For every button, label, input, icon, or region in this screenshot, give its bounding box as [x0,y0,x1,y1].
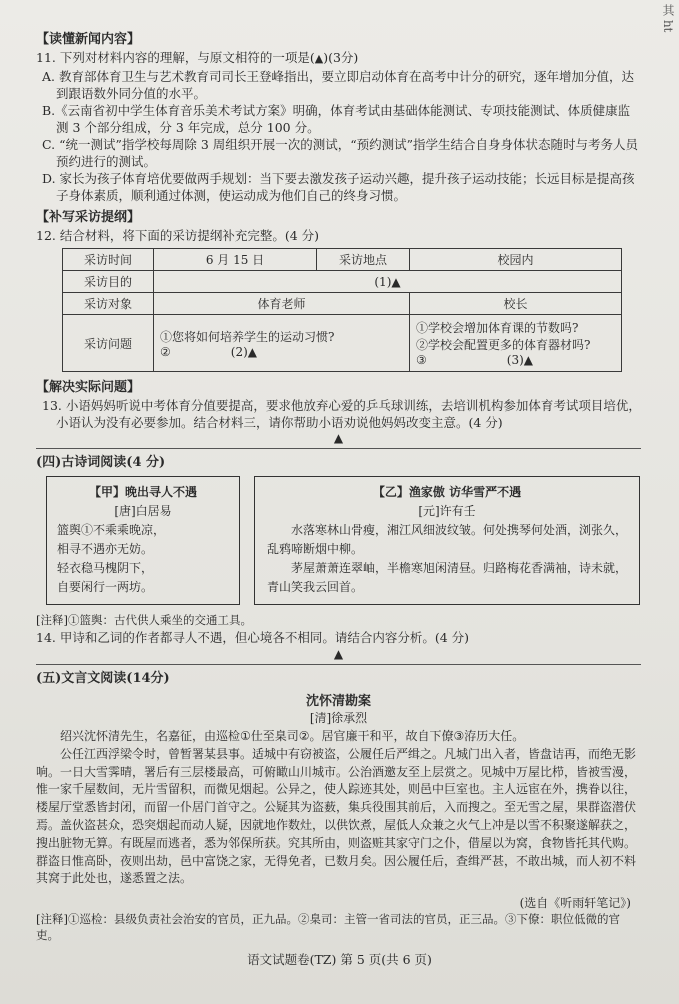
poem-note: [注释]①篮舆：古代供人乘坐的交通工具。 [36,613,252,627]
table-row [63,315,622,372]
question-11-option-d: D. 家长为孩子体育培优要做两手规划：当下要去激发孩子运动兴趣，提升孩子运动技能；长远目标是提高孩子身体素质，顺利通过体测，使运动成为他们自己的终身习惯。 [42,171,635,203]
classical-paragraph: 公任江西浮梁令时，曾暂署某县事。适城中有窃被盗，公履任后严缉之。凡城门出入者，皆盘诘再，而绝无影响。一日大雪霁晴，署后有三层楼最高，可俯瞰山川城市。公治酒邀友至上层赏之。见城中万屋比栉，皆被雪漫，惟一家千屋数间，无片雪留积，而微见烟起。公异之，使人踪迹其处，则邑中巨室也。主人远宦在外，携眷以往，楼屋厅堂悉皆封闭，而留一仆居门首守之。公疑其为盗薮，集兵役围其前后，入而搜之。至无雪之屋，果群盗潜伏焉。盖伙盗甚众，恐突烟起而动人疑，因就地作数灶，以供饮煮，屋低人众兼之火气上冲是以雪不积聚遂解获之，搜出脏物无算。有既屋而逃者，悉为邻保所获。究其所由，则盗赃其家守门之仆，借屋以为窝，食物皆托其代购。群盗日惟高卧，夜则出劫，邑中富饶之家，无得免者，已数月矣。因公履任后，查缉严甚，不敢出城，而人初不料其窝于此处也，遂悉置之法。 [36,746,637,886]
cell-target-label: 采访对象 [63,293,154,315]
poem-line: 篮舆①不乘乘晚凉， [57,523,166,537]
poem-b-box [254,476,640,605]
question-12-stem: 12. 结合材料，将下面的采访提纲补充完整。(4 分) [36,228,320,243]
poem-line: 相寻不遇亦无妨。 [57,542,154,556]
cell-target-b: 校长 [410,293,622,315]
answer-triangle: ▲ [333,647,344,661]
cell-place-label: 采访地点 [317,249,410,271]
section-supplement: 【补写采访提纲】 [36,210,141,225]
poem-b-author: [元]许有壬 [418,504,476,518]
section-reading-news: 【读懂新闻内容】 [36,32,141,47]
cell-purpose-label: 采访目的 [63,271,154,293]
table-row [63,271,622,293]
question-11-option-b: B.《云南省初中学生体育音乐美术考试方案》明确，体育考试由基础体能测试、专项技能测试、体质健康监测 3 个部分组成，分 3 年完成，总分 100 分。 [42,103,631,135]
question-13-stem: 13. 小语妈妈听说中考体育分值要提高，要求他放弃心爱的乒乓球训练，去培训机构参加体育考试项目培优，小语认为没有必要参加。结合材料三，请你帮助小语劝说他妈妈改变主意。(4 分) [42,398,641,430]
page-footer: 语文试题卷(TZ) 第 5 页(共 6 页) [247,952,432,967]
answer-triangle: ▲ [333,431,344,445]
poem-a-author: [唐]白居易 [114,504,172,518]
section-solve: 【解决实际问题】 [36,380,141,395]
question-14-stem: 14. 甲诗和乙词的作者都寻人不遇，但心境各不相同。请结合内容分析。(4 分) [36,630,470,645]
corner-marks: 其 ht [661,4,675,33]
divider [36,448,641,449]
cell-target-a: 体育老师 [154,293,410,315]
section-classical: (五)文言文阅读(14分) [36,671,170,686]
table-row [63,249,622,271]
interview-table [62,248,622,372]
poem-line: 轻衣稳马槐阴下， [57,561,154,575]
poem-a-title: 【甲】晚出寻人不遇 [88,485,197,499]
divider [36,664,641,665]
poem-line: 自要闲行一两坊。 [57,580,154,594]
classical-source: (选自《听雨轩笔记》) [519,896,631,911]
poem-b-title: 【乙】渔家傲 访华雪严不遇 [372,485,522,499]
classical-paragraph: 绍兴沈怀清先生，名嘉征，由巡检①仕至臬司②。居官廉干和平，故自下僚③洊历大任。 [60,729,525,743]
poem-line: 茅屋萧萧连翠岫，半檐寒旭闲清昼。归路梅花香满袖，诗未就，青山笑我云回首。 [267,561,628,594]
cell-place-value: 校园内 [410,249,622,271]
answer-triangle: ▲ [314,52,324,65]
cell-questions-b: ①学校会增加体育课的节数吗? ②学校会配置更多的体育器材吗? ③ (3)▲ [410,315,622,372]
classical-title: 沈怀清勘案 [305,694,371,709]
poem-a-box [46,476,240,605]
classical-author: [清]徐承烈 [309,711,368,725]
cell-purpose-blank: (1)▲ [154,271,622,293]
cell-questions-a: ①您将如何培养学生的运动习惯? ② (2)▲ [154,315,410,372]
poem-boxes [46,476,641,605]
cell-time-label: 采访时间 [63,249,154,271]
table-row [63,293,622,315]
poem-line: 水落寒林山骨瘦，湘江风细波纹皱。何处携琴何处酒，浏张久，乱鸦啼断烟中柳。 [267,523,628,556]
cell-time-value: 6 月 15 日 [154,249,317,271]
question-11-option-c: C. “统一测试”指学校每周除 3 周组织开展一次的测试，“预约测试”指学生结合自身身体状态随时与考务人员预约进行的测试。 [42,137,639,169]
question-11-stem: 11. 下列对材料内容的理解，与原文相符的一项是(▲)(3分) [36,50,359,65]
section-poetry: (四)古诗词阅读(4 分) [36,455,166,470]
cell-question-label: 采访问题 [63,315,154,372]
classical-note: [注释]①巡检：县级负责社会治安的官员，正九品。②臬司：主管一省司法的官员，正三品。③下僚：职位低微的官吏。 [36,912,620,943]
question-11-option-a: A. 教育部体育卫生与艺术教育司司长王登峰指出，要立即启动体育在高考中计分的研究，逐年增加分值，达到跟语数外同分值的水平。 [42,69,634,101]
